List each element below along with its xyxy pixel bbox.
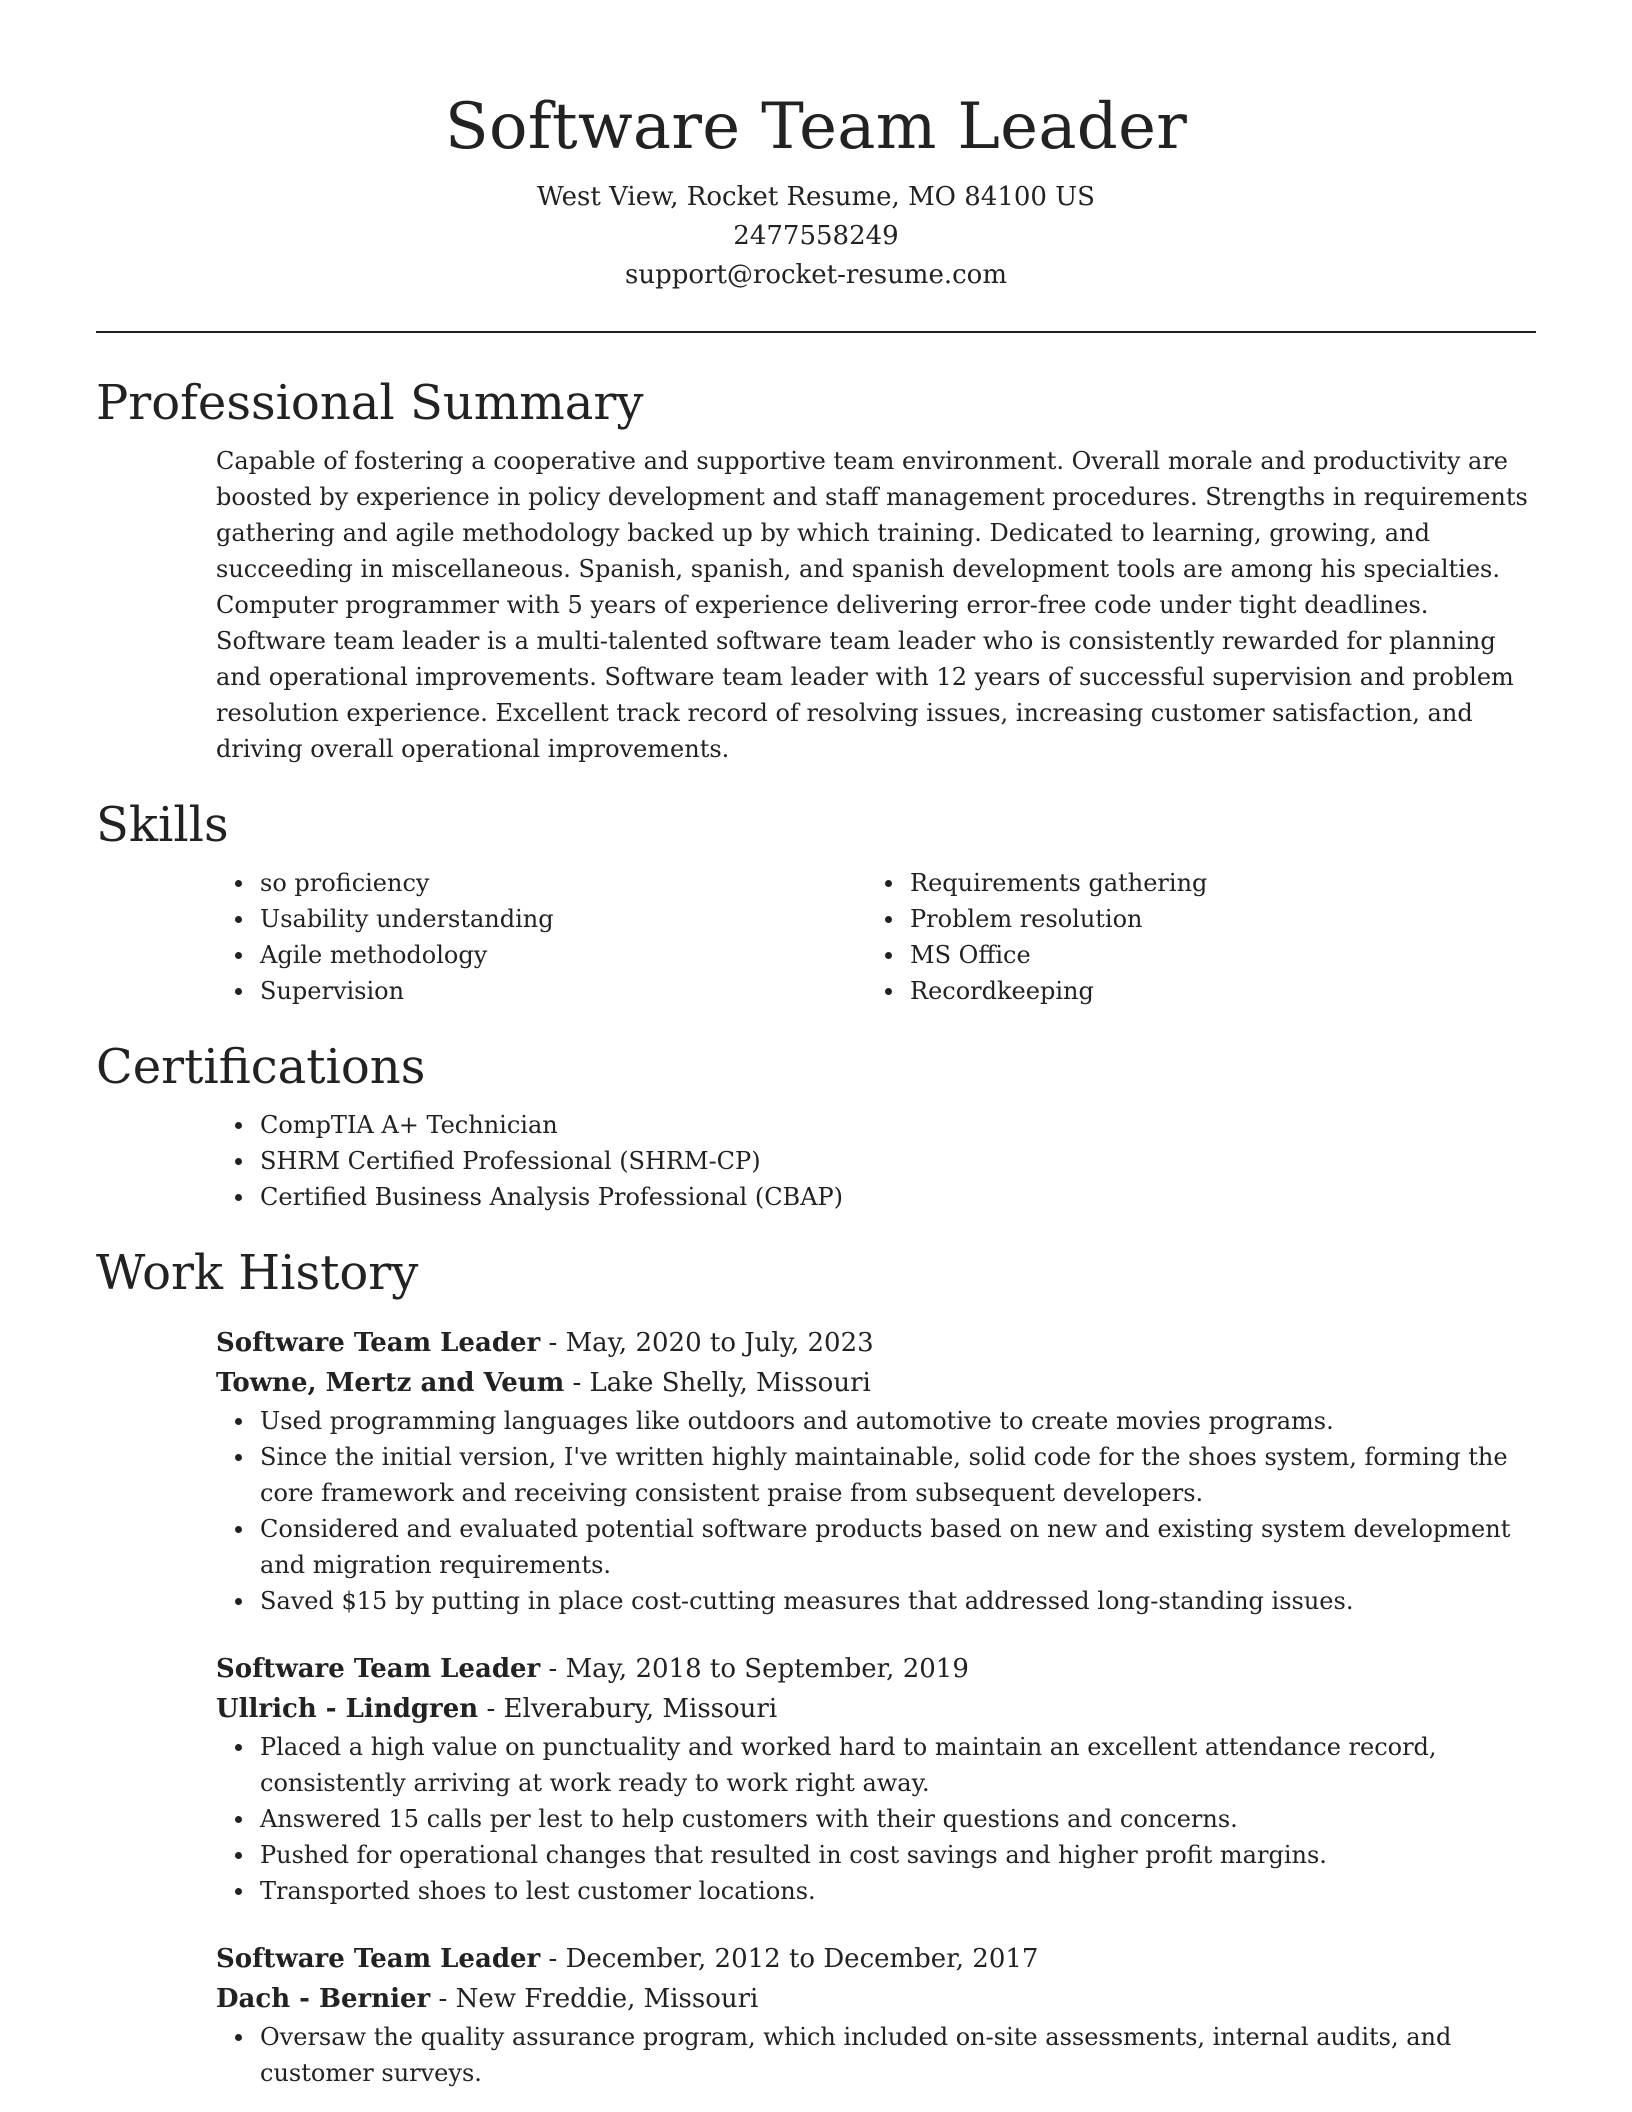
certifications-title: Certifications bbox=[96, 1039, 426, 1095]
job-title-line bbox=[216, 1939, 1536, 1979]
resume-header bbox=[96, 0, 1536, 295]
certification-item: CompTIA A+ Technician bbox=[260, 1107, 1536, 1143]
certifications-section bbox=[96, 1035, 1536, 1215]
contact-block bbox=[96, 178, 1536, 295]
job-bullets bbox=[216, 1403, 1536, 1619]
skill-item: MS Office bbox=[910, 937, 1516, 973]
job-bullet: Answered 15 calls per lest to help customers with their questions and concerns. bbox=[260, 1801, 1536, 1837]
job-bullet: Oversaw the quality assurance program, which included on-site assessments, internal audits, and customer surveys. bbox=[260, 2019, 1536, 2091]
job-bullet: Placed a high value on punctuality and worked hard to maintain an excellent attendance record, consistently arriving at work ready to work right away. bbox=[260, 1729, 1536, 1801]
job-entry bbox=[216, 1649, 1536, 1909]
job-role: Software Team Leader bbox=[216, 1654, 541, 1684]
skill-item: Agile methodology bbox=[260, 937, 866, 973]
skills-title: Skills bbox=[96, 797, 229, 853]
job-company-line bbox=[216, 1979, 1536, 2019]
skill-item: Usability understanding bbox=[260, 901, 866, 937]
job-bullet: Used programming languages like outdoors and automotive to create movies programs. bbox=[260, 1403, 1536, 1439]
work-history-section bbox=[96, 1241, 1536, 2091]
job-bullet: Saved $15 by putting in place cost-cutting measures that addressed long-standing issues. bbox=[260, 1583, 1536, 1619]
job-bullets bbox=[216, 1729, 1536, 1909]
skill-item: so proficiency bbox=[260, 865, 866, 901]
job-bullet: Transported shoes to lest customer locations. bbox=[260, 1873, 1536, 1909]
resume-page bbox=[96, 0, 1536, 2091]
skills-grid bbox=[216, 865, 1536, 1009]
job-company-line bbox=[216, 1363, 1536, 1403]
header-divider bbox=[96, 331, 1536, 333]
summary-title: Professional Summary bbox=[96, 375, 644, 431]
certification-item: Certified Business Analysis Professional (CBAP) bbox=[260, 1179, 1536, 1215]
certification-item: SHRM Certified Professional (SHRM-CP) bbox=[260, 1143, 1536, 1179]
skill-item: Problem resolution bbox=[910, 901, 1516, 937]
job-dates: - December, 2012 to December, 2017 bbox=[540, 1944, 1039, 1974]
contact-address: West View, Rocket Resume, MO 84100 US bbox=[537, 182, 1095, 212]
skill-item: Supervision bbox=[260, 973, 866, 1009]
job-entry bbox=[216, 1939, 1536, 2091]
skills-section bbox=[96, 793, 1536, 1009]
job-dates: - May, 2018 to September, 2019 bbox=[540, 1654, 969, 1684]
job-title-line bbox=[216, 1323, 1536, 1363]
job-bullets bbox=[216, 2019, 1536, 2091]
job-location: - New Freddie, Missouri bbox=[430, 1984, 759, 2014]
job-title-line bbox=[216, 1649, 1536, 1689]
candidate-name: Software Team Leader bbox=[444, 90, 1188, 164]
contact-email: support@rocket-resume.com bbox=[624, 260, 1007, 290]
job-location: - Elverabury, Missouri bbox=[478, 1694, 778, 1724]
job-bullet: Pushed for operational changes that resulted in cost savings and higher profit margins. bbox=[260, 1837, 1536, 1873]
job-entry bbox=[216, 1323, 1536, 1619]
summary-section bbox=[96, 371, 1536, 767]
skills-column-left bbox=[216, 865, 866, 1009]
skills-column-right bbox=[866, 865, 1516, 1009]
job-role: Software Team Leader bbox=[216, 1328, 541, 1358]
job-company-line bbox=[216, 1689, 1536, 1729]
job-company: Ullrich - Lindgren bbox=[216, 1694, 479, 1724]
job-bullet: Considered and evaluated potential software products based on new and existing system development and migration requirements. bbox=[260, 1511, 1536, 1583]
contact-phone: 2477558249 bbox=[733, 221, 899, 251]
job-role: Software Team Leader bbox=[216, 1944, 541, 1974]
work-history-title: Work History bbox=[96, 1245, 419, 1301]
job-company: Dach - Bernier bbox=[216, 1984, 431, 2014]
skill-item: Requirements gathering bbox=[910, 865, 1516, 901]
skill-item: Recordkeeping bbox=[910, 973, 1516, 1009]
summary-text: Capable of fostering a cooperative and supportive team environment. Overall morale and productivity are boosted by experience in policy development and staff management procedures. Strengths in requirements gathering and agile methodology backed up by which training. Dedicated to learning, growing, and succeeding in miscellaneous. Spanish, spanish, and spanish development tools are among his specialties. Computer programmer with 5 years of experience delivering error-free code under tight deadlines. Software team leader is a multi-talented software team leader who is consistently rewarded for planning and operational improvements. Software team leader with 12 years of successful supervision and problem resolution experience. Excellent track record of resolving issues, increasing customer satisfaction, and driving overall operational improvements. bbox=[216, 447, 1528, 763]
certifications-list bbox=[216, 1107, 1536, 1215]
job-location: - Lake Shelly, Missouri bbox=[564, 1368, 871, 1398]
job-dates: - May, 2020 to July, 2023 bbox=[540, 1328, 874, 1358]
job-bullet: Since the initial version, I've written highly maintainable, solid code for the shoes system, forming the core framework and receiving consistent praise from subsequent developers. bbox=[260, 1439, 1536, 1511]
job-company: Towne, Mertz and Veum bbox=[216, 1368, 565, 1398]
